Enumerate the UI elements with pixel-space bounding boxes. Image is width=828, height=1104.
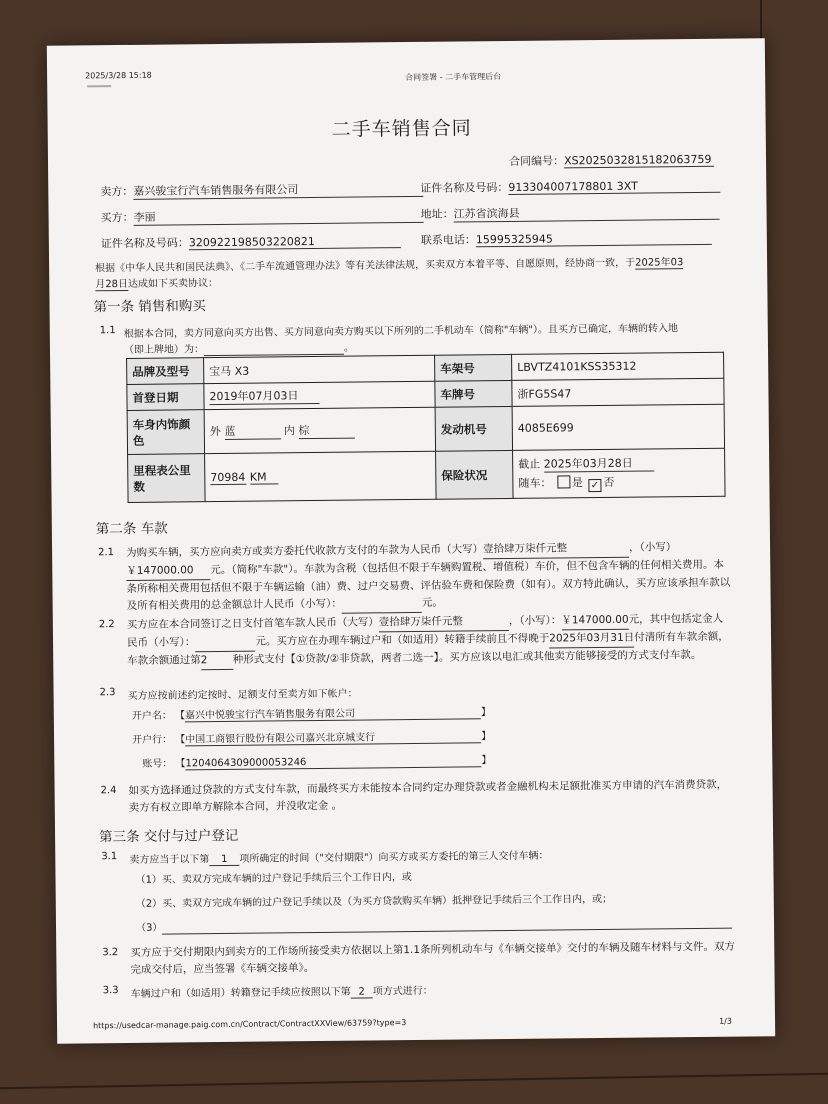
clause-3-2-text: 买方应于交付期限内到卖方的工作场所接受卖方依据以上第1.1条所列机动车与《车辆交接单》交付的车辆及随车材料与文件。双方完成交付后，应当签署《车辆交接单》。 [130, 940, 736, 976]
plate-label: 车牌号 [435, 380, 512, 407]
floor-seam [760, 0, 762, 40]
account-name-row [132, 703, 491, 723]
clause-number: 2.3 [99, 687, 116, 699]
contract-number-label: 合同编号： [508, 154, 565, 168]
article-3-heading: 第三条 交付与过户登记 [99, 827, 239, 846]
clause-number: 3.3 [102, 985, 119, 997]
bracket: 】 [481, 731, 492, 743]
contract-title: 二手车销售合同 [331, 117, 472, 141]
clause-2-1-text-d: 元。 [421, 596, 443, 609]
brand-value: 宝马 X3 [204, 355, 435, 383]
price-in-numbers: ￥147000.00 [126, 562, 210, 581]
clause-number: 1.1 [99, 325, 116, 337]
color-label: 车身内饰颜色 [127, 410, 204, 455]
clause-2-1 [126, 539, 733, 616]
first-payment-numbers: ￥147000.00 [561, 612, 628, 631]
page-url: https://usedcar-manage.paig.com.cn/Contract/ContractXXView/63759?type=3 [93, 1018, 407, 1031]
vin-label: 车架号 [435, 354, 512, 381]
clause-3-1-text-b: 项所确定的时间（"交付期限"）向买方或买方委托的第三人交付车辆： [239, 850, 549, 865]
price-in-words: 壹拾肆万柒仟元整 [483, 540, 629, 560]
brand-label: 品牌及型号 [127, 358, 204, 385]
punch-mark [87, 85, 111, 87]
system-title: 合同签署 - 二手车管理后台 [405, 72, 502, 83]
reg-date-value: 2019年07月03日 [209, 387, 319, 405]
print-datetime: 2025/3/28 15:18 [85, 70, 152, 81]
account-number-label: 账号： [142, 758, 173, 770]
exterior-color: 蓝 [224, 422, 280, 440]
payment-method: 2 [201, 652, 233, 670]
intro-date-part2: 月28日 [95, 275, 128, 291]
phone-label: 联系电话： [420, 233, 476, 247]
insurance-until-value: 2025年03月28日 [544, 454, 654, 472]
bank-name: 中国工商银行股份有限公司嘉兴北京城支行 [185, 727, 481, 746]
payment-deadline: 2025年03月31日 [549, 630, 634, 649]
buyer-name: 李丽 [134, 206, 424, 226]
buyer-phone: 15995325945 [476, 231, 712, 247]
seller-label: 卖方： [100, 184, 134, 199]
account-name: 嘉兴中悦骏宝行汽车销售服务有限公司 [185, 703, 481, 722]
insurance-until-label: 截止 [518, 457, 541, 471]
exterior-label: 外 [209, 424, 221, 439]
interior-label: 内 [283, 424, 295, 438]
intro-date-part1: 2025年03 [635, 253, 683, 270]
clause-2-3-text: 买方应按前述约定按时、足额支付至卖方如下帐户： [127, 688, 358, 702]
seller-id: 913304007178801 3XT [508, 179, 720, 195]
no-label: 否 [603, 475, 615, 489]
article-2-heading: 第二条 车款 [95, 520, 168, 538]
clause-2-2-text-d: 元。买方应在办理车辆过户和（如适用）转籍手续前且不得晚于 [255, 632, 550, 648]
clause-3-1-text: 卖方应当于以下第 [129, 854, 210, 866]
clause-3-3-text: 车辆过户和（如适用）转籍登记手续应按照以下第 [130, 986, 351, 1000]
page-number: 1/3 [718, 1016, 732, 1026]
with-car-label: 随车： [518, 476, 552, 490]
bracket: 】 [481, 755, 492, 767]
clause-3-3-text-b: 项方式进行： [372, 985, 433, 998]
clause-2-2-text-f: 种形式支付【①贷款/②非贷款，两者二选一】。买方应该以电汇或其他卖方能够接受的方式支付车款。 [232, 648, 702, 666]
bank-row [132, 727, 491, 747]
yes-label: 是 [571, 476, 583, 490]
buyer-address: 江苏省滨海县 [453, 203, 719, 223]
clause-2-2-text-b: ，（小写）： [508, 614, 562, 627]
engine-value: 4085E699 [512, 404, 724, 450]
clause-2-1-text-b: ，（小写） [629, 541, 677, 554]
no-checkbox: ✓ [588, 479, 601, 492]
clause-number: 2.1 [98, 547, 115, 559]
plate-value: 浙FG5S47 [512, 378, 724, 406]
clause-2-2-text-c: 元，其中包括定金人民币（小写）： [126, 612, 724, 649]
contract-number: XS2025032815182063759 [564, 153, 714, 169]
clause-1-1-end: 。 [343, 342, 355, 354]
seller-id-label: 证件名称及号码： [420, 180, 509, 195]
transfer-option: 2 [351, 986, 373, 998]
interior-color: 棕 [298, 422, 354, 440]
buyer-id: 320922198503220821 [189, 234, 401, 250]
yes-checkbox [557, 475, 570, 488]
vehicle-info-table [126, 352, 725, 503]
bracket: 【 [175, 758, 186, 770]
seller-name: 嘉兴骏宝行汽车销售服务有限公司 [133, 180, 423, 200]
account-number-row [142, 751, 491, 771]
clause-2-1-text: 为购买车辆，买方应向卖方或卖方委托代收款方支付的车款为人民币（大写） [126, 543, 484, 559]
contract-page [47, 38, 775, 1043]
vin-value: LBVTZ4101KSS35312 [512, 352, 724, 380]
clause-2-2-text: 买方应在本合同签订之日支付首笔车款人民币（大写） [126, 616, 379, 631]
bank-label: 开户行： [132, 734, 173, 746]
delivery-option-2: （2）买、卖双方完成车辆的过户登记手续以及（为买方贷款购买车辆）抵押登记手续后三个工作日内，或； [135, 893, 613, 910]
engine-label: 发动机号 [435, 406, 512, 451]
bracket: 【 [174, 710, 186, 722]
article-1-heading: 第一条 销售和购买 [93, 298, 206, 316]
intro-text: 根据《中华人民共和国民法典》、《二手车流通管理办法》等有关法律法规，买卖双方本着平等、自愿原则，经协商一致，于 [95, 257, 636, 275]
clause-2-4-text: 如买方选择通过贷款的方式支付车款，而最终买方未能按本合同约定办理贷款或者金融机构未足额批准买方申请的汽车消费贷款，卖方有权立即单方解除本合同，并没收定金 。 [128, 778, 728, 814]
buyer-id-label: 证件名称及号码： [100, 236, 189, 251]
delivery-option: 1 [209, 854, 239, 866]
bracket: 】 [480, 707, 492, 719]
account-number: 1204064309000053246 [185, 755, 481, 770]
bracket: 【 [175, 734, 186, 746]
floor-seam [0, 1073, 828, 1089]
clause-2-2 [127, 611, 734, 671]
delivery-option-3: （3） [135, 922, 163, 934]
insurance-label: 保险状况 [436, 450, 513, 499]
clause-number: 2.2 [98, 619, 115, 631]
reg-date-label: 首登日期 [127, 384, 204, 411]
clause-1-1-text-2: （即上牌地）为： [123, 344, 205, 356]
clause-number: 3.1 [101, 851, 118, 863]
clause-1-1-text: 根据本合同，卖方同意向买方出售、买方同意向卖方购买以下所列的二手机动车（简称"车辆"）。且买方已确定，车辆的转入地 [123, 323, 679, 340]
buyer-label: 买方： [100, 210, 134, 225]
address-label: 地址： [420, 207, 454, 221]
first-payment-words: 壹拾肆万柒仟元整 [379, 613, 509, 632]
clause-number: 3.2 [102, 947, 119, 959]
intro-text-end: 达成如下买卖协议： [127, 278, 219, 290]
delivery-option-1: （1）买、卖双方完成车辆的过户登记手续后三个工作日内，或 [135, 872, 412, 886]
account-name-label: 开户名： [131, 710, 172, 722]
mileage-unit: KM [250, 470, 278, 484]
clause-2-2-text-e: 付清所有车款余额，车款余额通过第 [127, 630, 729, 667]
mileage-label: 里程表公里数 [128, 454, 205, 503]
clause-number: 2.4 [100, 785, 117, 797]
clause-2-1-text-c: 元。（简称"车款"）。车款为含税（包括但不限于车辆购置税、增值税）车价，但不包含车辆的任何相关费用。本条所称相关费用包括但不限于车辆运输（油）费、过户交易费、评估验车费和保险费（如有）。双方特此确认，买方应该承担车款以及所有相关费用的总金额总计人民币（小写）： [126, 558, 731, 612]
mileage-value: 70984 [210, 470, 246, 484]
